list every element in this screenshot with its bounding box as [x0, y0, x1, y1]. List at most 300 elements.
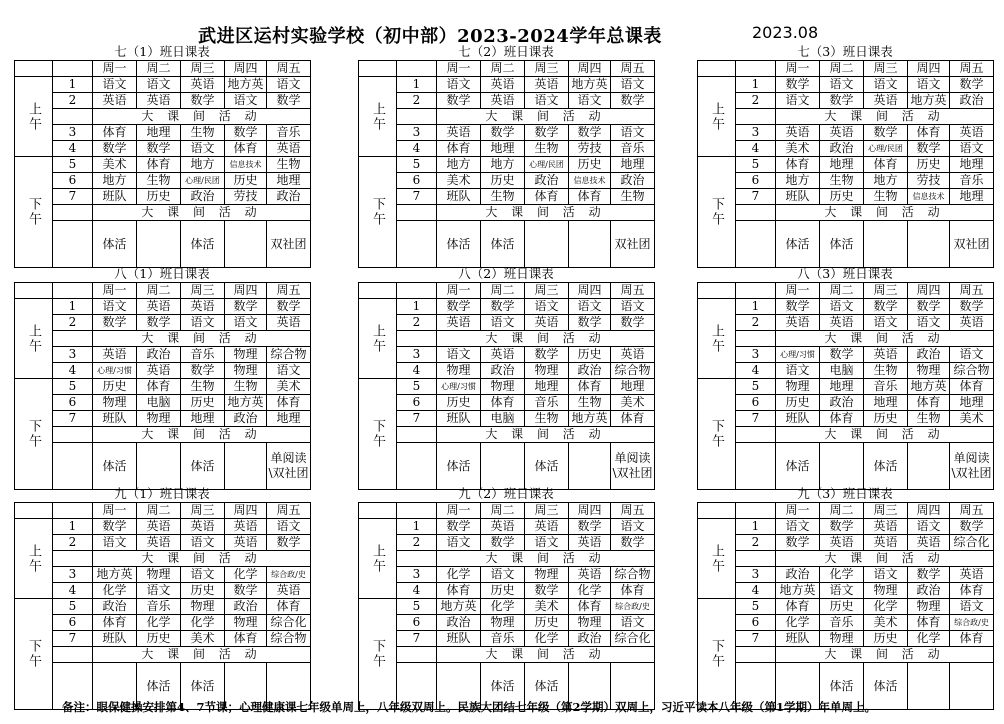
header-row	[15, 283, 311, 299]
day-header: 周五	[611, 503, 655, 519]
activity-cell	[908, 443, 950, 490]
day-header: 周五	[950, 283, 994, 299]
lesson-cell: 政治	[820, 141, 864, 157]
timetable-table	[358, 502, 655, 710]
lesson-cell: 地理	[950, 157, 994, 173]
break-blank	[53, 205, 93, 221]
lesson-cell: 数学	[611, 315, 655, 331]
break-blank	[53, 427, 93, 443]
table-row	[359, 347, 655, 363]
period-number: 3	[397, 125, 437, 141]
activity-cell: 单阅读\双社团	[950, 443, 994, 490]
period-number: 5	[736, 379, 776, 395]
lesson-cell: 地方英	[908, 379, 950, 395]
lesson-cell: 美术	[437, 173, 481, 189]
period-number: 2	[397, 315, 437, 331]
lesson-cell: 生物	[137, 173, 181, 189]
big-break-label: 大 课 间 活 动	[776, 551, 994, 567]
day-header: 周三	[864, 61, 908, 77]
lesson-cell: 英语	[267, 141, 311, 157]
lesson-cell: 体育	[267, 599, 311, 615]
lesson-cell: 物理	[481, 379, 525, 395]
lesson-cell: 物理	[181, 599, 225, 615]
period-number: 2	[53, 535, 93, 551]
lesson-cell: 生物	[267, 157, 311, 173]
timetable-caption: 七（3）班日课表	[797, 44, 893, 59]
lesson-cell: 物理	[908, 599, 950, 615]
lesson-cell: 化学	[776, 615, 820, 631]
period-number: 6	[53, 395, 93, 411]
lesson-cell: 语文	[267, 77, 311, 93]
lesson-cell: 数学	[437, 299, 481, 315]
table-row	[15, 189, 311, 205]
lesson-cell: 历史	[864, 631, 908, 647]
table-row	[359, 567, 655, 583]
timetable-table	[14, 60, 311, 268]
header-row	[359, 503, 655, 519]
corner-cell	[359, 61, 397, 77]
lesson-cell: 语文	[908, 519, 950, 535]
lesson-cell: 综合物	[267, 347, 311, 363]
lesson-cell: 生物	[225, 379, 267, 395]
lesson-cell: 政治	[908, 347, 950, 363]
lesson-cell: 数学	[525, 125, 569, 141]
lesson-cell: 物理	[137, 567, 181, 583]
big-break-label: 大 课 间 活 动	[776, 205, 994, 221]
lesson-cell: 英语	[225, 519, 267, 535]
timetable-caption: 九（2）班日课表	[458, 486, 554, 501]
lesson-cell: 生物	[864, 189, 908, 205]
header-row	[359, 61, 655, 77]
timetable-caption: 八（2）班日课表	[458, 266, 554, 281]
break-blank	[53, 551, 93, 567]
lesson-cell: 英语	[569, 567, 611, 583]
lesson-cell: 英语	[950, 125, 994, 141]
lesson-cell: 政治	[569, 363, 611, 379]
lesson-cell: 地方英	[225, 77, 267, 93]
period-number: 7	[53, 411, 93, 427]
day-header: 周三	[864, 283, 908, 299]
lesson-cell: 数学	[820, 347, 864, 363]
lesson-cell: 数学	[820, 93, 864, 109]
lesson-cell: 数学	[481, 299, 525, 315]
activity-cell: 双社团	[950, 221, 994, 268]
period-number: 5	[397, 599, 437, 615]
table-row	[15, 173, 311, 189]
day-header: 周二	[481, 503, 525, 519]
lesson-cell: 生物	[481, 189, 525, 205]
period-number: 6	[397, 173, 437, 189]
lesson-cell: 政治	[776, 567, 820, 583]
activity-cell	[820, 443, 864, 490]
big-break-label: 大 课 间 活 动	[776, 331, 994, 347]
table-row	[15, 141, 311, 157]
lesson-cell: 英语	[437, 125, 481, 141]
lesson-cell: 体育	[950, 583, 994, 599]
period-number: 4	[397, 141, 437, 157]
day-header: 周三	[525, 61, 569, 77]
lesson-cell: 地方英	[908, 93, 950, 109]
break-blank	[53, 331, 93, 347]
day-header: 周五	[267, 283, 311, 299]
day-header: 周一	[437, 503, 481, 519]
table-row	[15, 395, 311, 411]
timetable-table	[14, 502, 311, 710]
period-number: 1	[53, 299, 93, 315]
lesson-cell: 语文	[864, 567, 908, 583]
lesson-cell: 数学	[137, 141, 181, 157]
table-row	[15, 411, 311, 427]
lesson-cell: 物理	[908, 363, 950, 379]
period-number: 2	[397, 93, 437, 109]
lesson-cell: 英语	[525, 77, 569, 93]
period-number: 1	[736, 299, 776, 315]
lesson-cell: 音乐	[864, 379, 908, 395]
lesson-cell: 音乐	[611, 141, 655, 157]
lesson-cell: 化学	[181, 615, 225, 631]
day-header: 周一	[437, 61, 481, 77]
lesson-cell: 体育	[437, 583, 481, 599]
period-number: 5	[53, 379, 93, 395]
break-blank	[397, 551, 437, 567]
lesson-cell: 美术	[525, 599, 569, 615]
lesson-cell: 英语	[820, 315, 864, 331]
table-row	[698, 77, 994, 93]
activity-cell: 体活	[776, 221, 820, 268]
break-row	[698, 427, 994, 443]
lesson-cell: 语文	[437, 347, 481, 363]
table-row	[698, 411, 994, 427]
activity-cell	[225, 443, 267, 490]
lesson-cell: 历史	[137, 631, 181, 647]
lesson-cell: 化学	[569, 583, 611, 599]
activity-row	[15, 443, 311, 490]
lesson-cell: 历史	[481, 583, 525, 599]
class-timetable	[358, 487, 654, 710]
period-number: 4	[397, 583, 437, 599]
lesson-cell: 英语	[181, 519, 225, 535]
lesson-cell: 物理	[225, 615, 267, 631]
period-number: 4	[53, 363, 93, 379]
lesson-cell: 体育	[864, 157, 908, 173]
class-timetable	[14, 487, 310, 710]
period-number: 6	[736, 395, 776, 411]
lesson-cell: 地方	[864, 173, 908, 189]
lesson-cell: 英语	[525, 519, 569, 535]
period-number: 3	[397, 347, 437, 363]
lesson-cell: 化学	[864, 599, 908, 615]
lesson-cell: 体育	[93, 125, 137, 141]
table-row	[15, 567, 311, 583]
lesson-cell: 英语	[93, 93, 137, 109]
timetable-table	[697, 502, 994, 710]
corner-cell	[698, 61, 736, 77]
lesson-cell: 历史	[525, 615, 569, 631]
table-row	[15, 125, 311, 141]
break-row	[15, 427, 311, 443]
lesson-cell: 化学	[437, 567, 481, 583]
lesson-cell: 数学	[776, 535, 820, 551]
lesson-cell: 历史	[864, 411, 908, 427]
activity-row	[359, 443, 655, 490]
break-row	[698, 331, 994, 347]
day-header: 周一	[776, 503, 820, 519]
activity-cell: 体活	[525, 443, 569, 490]
table-row	[15, 631, 311, 647]
class-timetable	[14, 45, 310, 268]
break-blank	[736, 331, 776, 347]
big-break-label: 大 课 间 活 动	[776, 109, 994, 125]
header-row	[15, 61, 311, 77]
period-number: 4	[53, 583, 93, 599]
lesson-cell: 语文	[950, 599, 994, 615]
break-blank	[736, 109, 776, 125]
lesson-cell: 英语	[181, 299, 225, 315]
day-header: 周四	[225, 503, 267, 519]
lesson-cell: 化学	[93, 583, 137, 599]
lesson-cell: 英语	[820, 535, 864, 551]
table-row	[359, 157, 655, 173]
lesson-cell: 综合化	[611, 631, 655, 647]
period-number: 6	[397, 615, 437, 631]
break-row	[359, 427, 655, 443]
day-header: 周四	[569, 503, 611, 519]
afternoon-label: 下午	[359, 379, 397, 490]
lesson-cell: 英语	[864, 519, 908, 535]
period-number: 1	[397, 299, 437, 315]
activity-cell: 体活	[820, 663, 864, 710]
period-number: 2	[736, 535, 776, 551]
table-row	[698, 379, 994, 395]
lesson-cell: 地方	[93, 173, 137, 189]
lesson-cell: 综合物	[950, 363, 994, 379]
table-row	[698, 519, 994, 535]
period-number: 2	[736, 93, 776, 109]
lesson-cell: 历史	[137, 189, 181, 205]
activity-cell: 体活	[525, 663, 569, 710]
period-number: 5	[736, 157, 776, 173]
lesson-cell: 语文	[820, 77, 864, 93]
table-row	[359, 379, 655, 395]
lesson-cell: 体育	[776, 599, 820, 615]
activity-cell: 体活	[93, 443, 137, 490]
lesson-cell: 物理	[437, 363, 481, 379]
lesson-cell: 英语	[137, 535, 181, 551]
morning-label: 上午	[698, 77, 736, 157]
lesson-cell: 综合化	[950, 535, 994, 551]
timetable-table	[697, 60, 994, 268]
table-row	[698, 363, 994, 379]
table-row	[698, 93, 994, 109]
activity-cell	[864, 221, 908, 268]
lesson-cell: 体育	[950, 379, 994, 395]
lesson-cell: 体育	[525, 189, 569, 205]
lesson-cell: 电脑	[820, 363, 864, 379]
lesson-cell: 英语	[93, 347, 137, 363]
lesson-cell: 语文	[611, 299, 655, 315]
lesson-cell: 劳技	[908, 173, 950, 189]
morning-label: 上午	[359, 77, 397, 157]
lesson-cell: 班队	[776, 189, 820, 205]
afternoon-label: 下午	[698, 157, 736, 268]
table-row	[698, 157, 994, 173]
period-number: 2	[53, 315, 93, 331]
period-number: 1	[397, 519, 437, 535]
lesson-cell: 政治	[481, 363, 525, 379]
lesson-cell: 语文	[181, 535, 225, 551]
lesson-cell: 英语	[137, 299, 181, 315]
period-number: 7	[736, 631, 776, 647]
table-row	[698, 395, 994, 411]
lesson-cell: 数学	[525, 583, 569, 599]
activity-blank	[53, 443, 93, 490]
lesson-cell: 美术	[950, 411, 994, 427]
lesson-cell: 数学	[864, 125, 908, 141]
lesson-cell: 语文	[820, 299, 864, 315]
day-header: 周三	[864, 503, 908, 519]
lesson-cell: 物理	[776, 379, 820, 395]
corner-cell	[15, 283, 53, 299]
period-number: 3	[736, 567, 776, 583]
lesson-cell: 数学	[569, 125, 611, 141]
lesson-cell: 数学	[950, 299, 994, 315]
period-number: 3	[53, 347, 93, 363]
lesson-cell: 生物	[611, 189, 655, 205]
class-timetable	[14, 267, 310, 490]
day-header: 周一	[776, 61, 820, 77]
period-number: 1	[53, 519, 93, 535]
timetable-table	[697, 282, 994, 490]
lesson-cell: 化学	[481, 599, 525, 615]
corner-cell	[736, 503, 776, 519]
lesson-cell: 生物	[864, 363, 908, 379]
corner-cell	[397, 61, 437, 77]
lesson-cell: 政治	[225, 599, 267, 615]
lesson-cell: 政治	[611, 173, 655, 189]
timetable-caption: 八（1）班日课表	[114, 266, 210, 281]
activity-cell: 单阅读\双社团	[267, 443, 311, 490]
activity-cell: 双社团	[267, 221, 311, 268]
lesson-cell: 语文	[525, 93, 569, 109]
lesson-cell: 语文	[437, 535, 481, 551]
lesson-cell: 地理	[864, 395, 908, 411]
day-header: 周二	[137, 61, 181, 77]
activity-row	[698, 443, 994, 490]
period-number: 3	[397, 567, 437, 583]
break-row	[15, 551, 311, 567]
lesson-cell: 语文	[611, 77, 655, 93]
lesson-cell: 语文	[93, 535, 137, 551]
lesson-cell: 地方	[181, 157, 225, 173]
break-blank	[397, 109, 437, 125]
lesson-cell: 化学	[137, 615, 181, 631]
lesson-cell: 数学	[225, 125, 267, 141]
table-row	[359, 535, 655, 551]
lesson-cell: 地方英	[225, 395, 267, 411]
table-row	[15, 77, 311, 93]
break-blank	[736, 647, 776, 663]
lesson-cell: 物理	[225, 363, 267, 379]
lesson-cell: 生物	[525, 141, 569, 157]
big-break-label: 大 课 间 活 动	[93, 331, 311, 347]
table-row	[15, 615, 311, 631]
lesson-cell: 数学	[181, 93, 225, 109]
lesson-cell: 数学	[908, 299, 950, 315]
corner-cell	[698, 503, 736, 519]
table-row	[359, 315, 655, 331]
activity-cell: 双社团	[611, 221, 655, 268]
header-row	[15, 503, 311, 519]
break-blank	[397, 427, 437, 443]
lesson-cell: 音乐	[181, 347, 225, 363]
lesson-cell: 地方英	[569, 77, 611, 93]
table-row	[698, 347, 994, 363]
break-row	[698, 205, 994, 221]
day-header: 周三	[181, 503, 225, 519]
lesson-cell: 语文	[525, 299, 569, 315]
lesson-cell: 英语	[437, 315, 481, 331]
corner-cell	[53, 503, 93, 519]
day-header: 周三	[181, 61, 225, 77]
lesson-cell: 英语	[776, 315, 820, 331]
day-header: 周四	[908, 283, 950, 299]
corner-cell	[53, 283, 93, 299]
afternoon-label: 下午	[15, 599, 53, 710]
period-number: 3	[53, 567, 93, 583]
lesson-cell: 体育	[137, 157, 181, 173]
corner-cell	[397, 283, 437, 299]
period-number: 4	[397, 363, 437, 379]
lesson-cell: 体育	[908, 125, 950, 141]
activity-cell	[525, 221, 569, 268]
activity-cell: 体活	[137, 663, 181, 710]
day-header: 周四	[225, 61, 267, 77]
lesson-cell: 政治	[437, 615, 481, 631]
period-number: 7	[397, 631, 437, 647]
afternoon-label: 下午	[15, 157, 53, 268]
big-break-label: 大 课 间 活 动	[437, 205, 655, 221]
lesson-cell: 体育	[437, 141, 481, 157]
lesson-cell: 语文	[776, 363, 820, 379]
lesson-cell: 生物	[820, 173, 864, 189]
activity-blank	[397, 221, 437, 268]
day-header: 周五	[950, 61, 994, 77]
table-row	[698, 631, 994, 647]
lesson-cell: 政治	[950, 93, 994, 109]
big-break-label: 大 课 间 活 动	[437, 551, 655, 567]
activity-cell: 单阅读\双社团	[611, 443, 655, 490]
lesson-cell: 英语	[481, 519, 525, 535]
period-number: 4	[736, 583, 776, 599]
period-number: 1	[736, 77, 776, 93]
table-row	[359, 299, 655, 315]
day-header: 周一	[93, 283, 137, 299]
lesson-cell: 音乐	[137, 599, 181, 615]
lesson-cell: 班队	[437, 631, 481, 647]
lesson-cell: 地理	[820, 379, 864, 395]
activity-cell	[137, 221, 181, 268]
break-row	[359, 331, 655, 347]
day-header: 周二	[820, 503, 864, 519]
activity-blank	[736, 443, 776, 490]
lesson-cell: 综合物	[611, 363, 655, 379]
table-row	[359, 77, 655, 93]
timetable-caption: 九（1）班日课表	[114, 486, 210, 501]
morning-label: 上午	[359, 519, 397, 599]
lesson-cell: 语文	[437, 77, 481, 93]
day-header: 周五	[267, 503, 311, 519]
lesson-cell: 政治	[225, 411, 267, 427]
